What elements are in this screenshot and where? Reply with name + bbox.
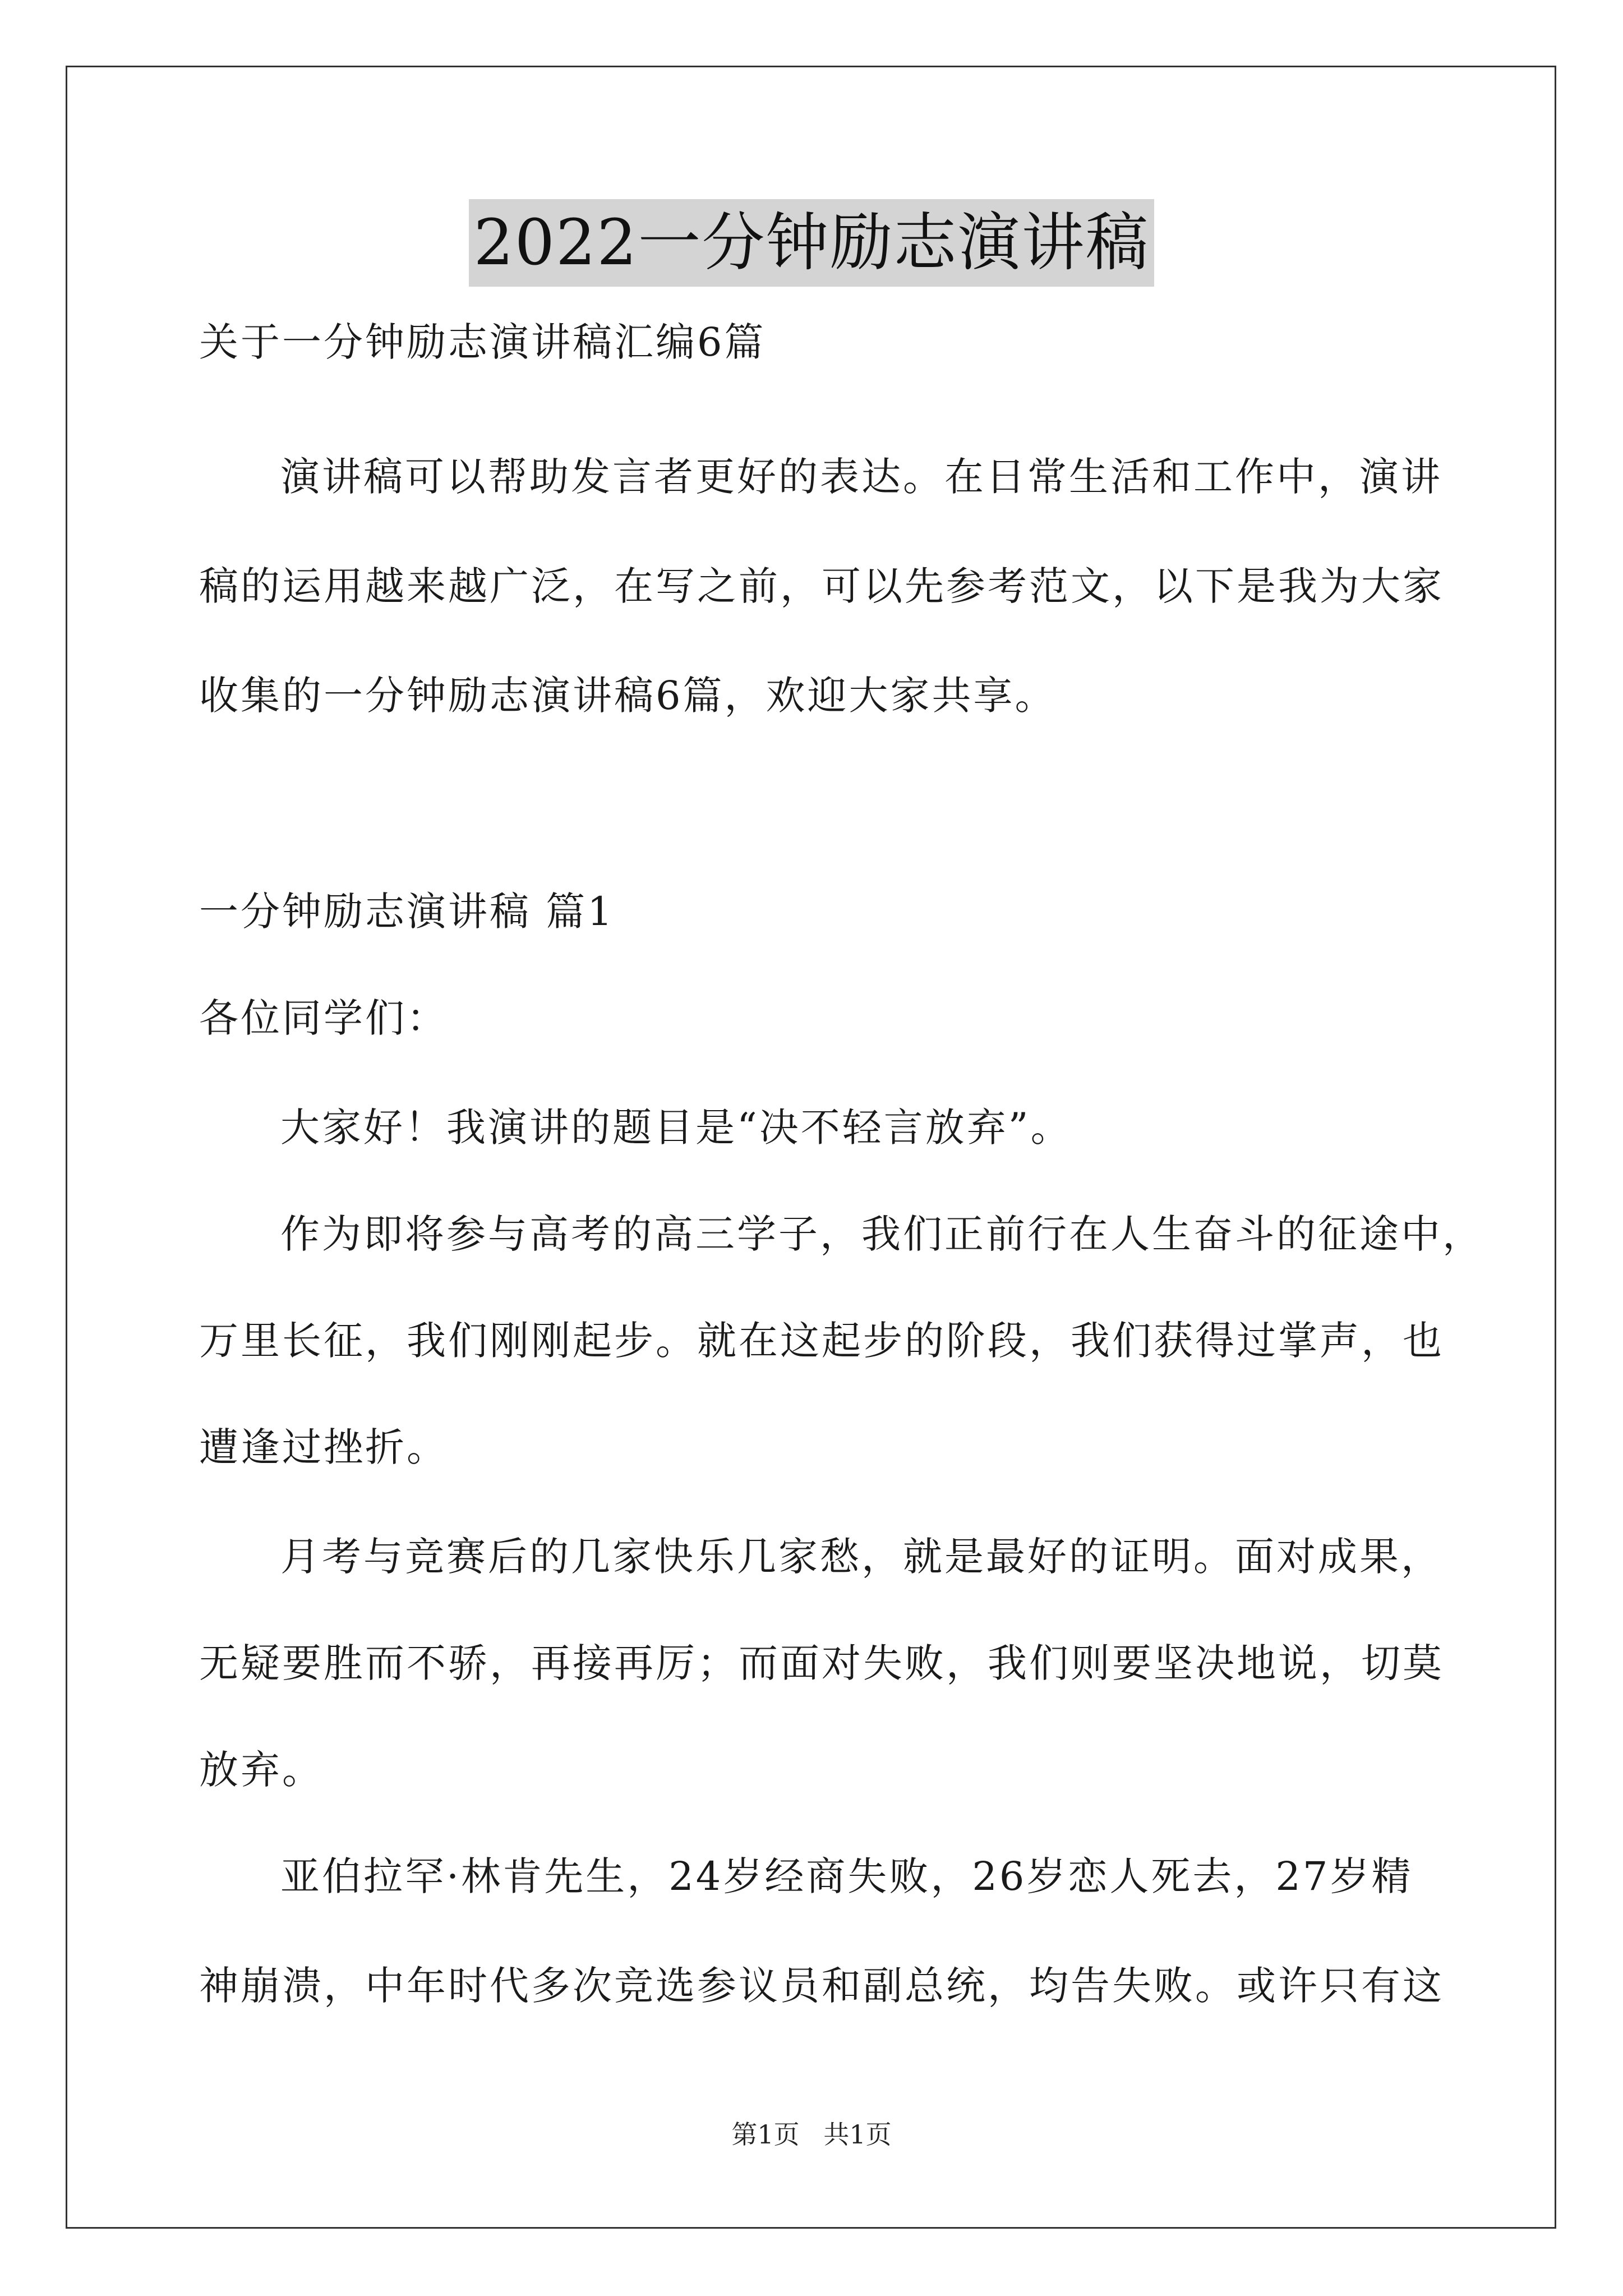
document-title: 2022一分钟励志演讲稿 [469, 199, 1154, 287]
paragraph-line: 万里长征，我们刚刚起步。就在这起步的阶段，我们获得过掌声，也 [199, 1318, 1444, 1364]
paragraph-line: 无疑要胜而不骄，再接再厉；而面对失败，我们则要坚决地说，切莫 [199, 1640, 1444, 1686]
title-wrap [0, 199, 1623, 287]
paragraph-line: 亚伯拉罕·林肯先生，24岁经商失败，26岁恋人死去，27岁精 [280, 1853, 1413, 1899]
paragraph-line: 放弃。 [199, 1747, 324, 1793]
page-number: 第1页 [731, 2119, 800, 2150]
paragraph-line: 演讲稿可以帮助发言者更好的表达。在日常生活和工作中，演讲 [280, 454, 1442, 500]
paragraph-line: 作为即将参与高考的高三学子，我们正前行在人生奋斗的征途中， [280, 1211, 1484, 1257]
paragraph-line: 收集的一分钟励志演讲稿6篇，欢迎大家共享。 [199, 673, 1057, 719]
page-footer [0, 2118, 1623, 2151]
salutation-line: 各位同学们： [199, 995, 448, 1041]
section-heading: 一分钟励志演讲稿 篇1 [199, 889, 615, 935]
subtitle-line: 关于一分钟励志演讲稿汇编6篇 [199, 319, 766, 365]
paragraph-line: 遭逢过挫折。 [199, 1424, 448, 1470]
page-total: 共1页 [823, 2119, 892, 2150]
paragraph-line: 神崩溃，中年时代多次竞选参议员和副总统，均告失败。或许只有这 [199, 1963, 1444, 2009]
paragraph-line: 稿的运用越来越广泛，在写之前，可以先参考范文，以下是我为大家 [199, 563, 1444, 609]
paragraph-line: 月考与竞赛后的几家快乐几家愁，就是最好的证明。面对成果， [280, 1534, 1442, 1580]
paragraph-line: 大家好！我演讲的题目是“决不轻言放弃”。 [280, 1105, 1072, 1151]
